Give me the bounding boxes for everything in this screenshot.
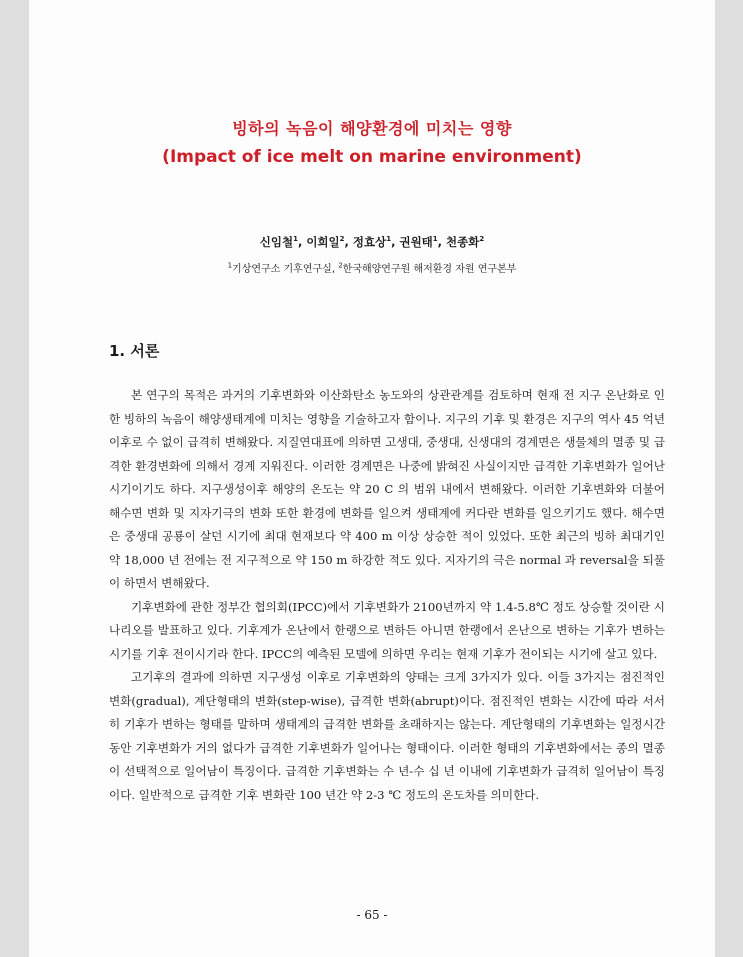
author: 천종화$^2$ xyxy=(446,235,485,249)
affiliation: $^1$기상연구소 기후연구실, xyxy=(227,261,339,275)
paragraph: 기후변화에 관한 정부간 협의회(IPCC)에서 기후변화가 2100년까지 약 1.4-5.8℃ 정도 상승할 것이란 시나리오를 발표하고 있다. 기후계가 온난에서 한랭으로 변하든 아니면 한랭에서 온난으로 변하는 기후가 변하는 시기를 기후 전이시기라 한다. IPCC의 예측된 모델에 의하면 우리는 현재 기후가 전이되는 시기에 살고 있다. xyxy=(109,599,665,661)
section-heading-introduction: 1. 서론 xyxy=(109,342,160,360)
paragraph: 본 연구의 목적은 과거의 기후변화와 이산화탄소 농도와의 상관관계를 검토하며 현재 전 지구 온난화로 인한 빙하의 녹음이 해양생태계에 미치는 영향을 기술하고자 함이나. 지구의 기후 및 환경은 지구의 역사 45 억년 이후로 수 없이 급격히 변해왔다. 지질연대표에 의하면 고생대, 중생대, 신생대의 경계면은 생물체의 멸종 및 급격한 환경변화에 의해서 경계 지워진다. 이러한 경계면은 나중에 밝혀진 사실이지만 급격한 기후변화가 일어난 시기이기도 하다. 지구생성이후 해양의 온도는 약 20 C 의 범위 내에서 변해왔다. 이러한 기후변화와 더불어 해수면 변화 및 지자기극의 변화 또한 환경에 변화를 일으켜 생태계에 커다란 변화를 일으키기도 했다. 해수면은 중생대 공룡이 살던 시기에 최대 현재보다 약 400 m 이상 상승한 적이 있었다. 또한 최근의 빙하 최대기인 약 18,000 년 전에는 전 지구적으로 약 150 m 하강한 적도 있다. 지자기의 극은 normal 과 reversal을 되풀이 하면서 변해왔다. xyxy=(109,388,665,590)
document-page xyxy=(29,0,715,957)
author: 권원태$^1$ xyxy=(399,235,438,249)
author: 이희일$^2$ xyxy=(306,235,345,249)
body-text xyxy=(109,384,665,807)
page-number: - 65 - xyxy=(356,908,388,922)
author: 신임철$^1$ xyxy=(259,235,298,249)
english-title: (Impact of ice melt on marine environment) xyxy=(162,147,582,167)
paragraph: 고기후의 결과에 의하면 지구생성 이후로 기후변화의 양태는 크게 3가지가 있다. 이들 3가지는 점진적인 변화(gradual), 계단형태의 변화(step-wise), 급격한 변화(abrupt)이다. 점진적인 변화는 시간에 따라 서서히 기후가 변하는 형태를 말하며 생태계의 급격한 변화를 초래하지는 않는다. 계단형태의 기후변화는 일정시간동안 기후변화가 거의 없다가 급격한 기후변화가 일어나는 형태이다. 이러한 형태의 기후변화에서는 종의 멸종이 선택적으로 일어남이 특징이다. 급격한 기후변화는 수 년-수 십 년 이내에 기후변화가 급격히 일어남이 특징이다. 일반적으로 급격한 기후 변화란 100 년간 약 2-3 ℃ 정도의 온도차를 의미한다. xyxy=(109,670,665,802)
affiliations xyxy=(29,260,715,275)
affiliation: $^2$한국해양연구원 해저환경 자원 연구본부 xyxy=(338,261,517,275)
korean-title: 빙하의 녹음이 해양환경에 미치는 영향 xyxy=(232,119,512,138)
author-list: 신임철$^1$, 이희일$^2$, 정효상$^1$, 권원태$^1$, 천종화$^2$ xyxy=(259,235,485,249)
author: 정효상$^1$ xyxy=(352,235,392,249)
